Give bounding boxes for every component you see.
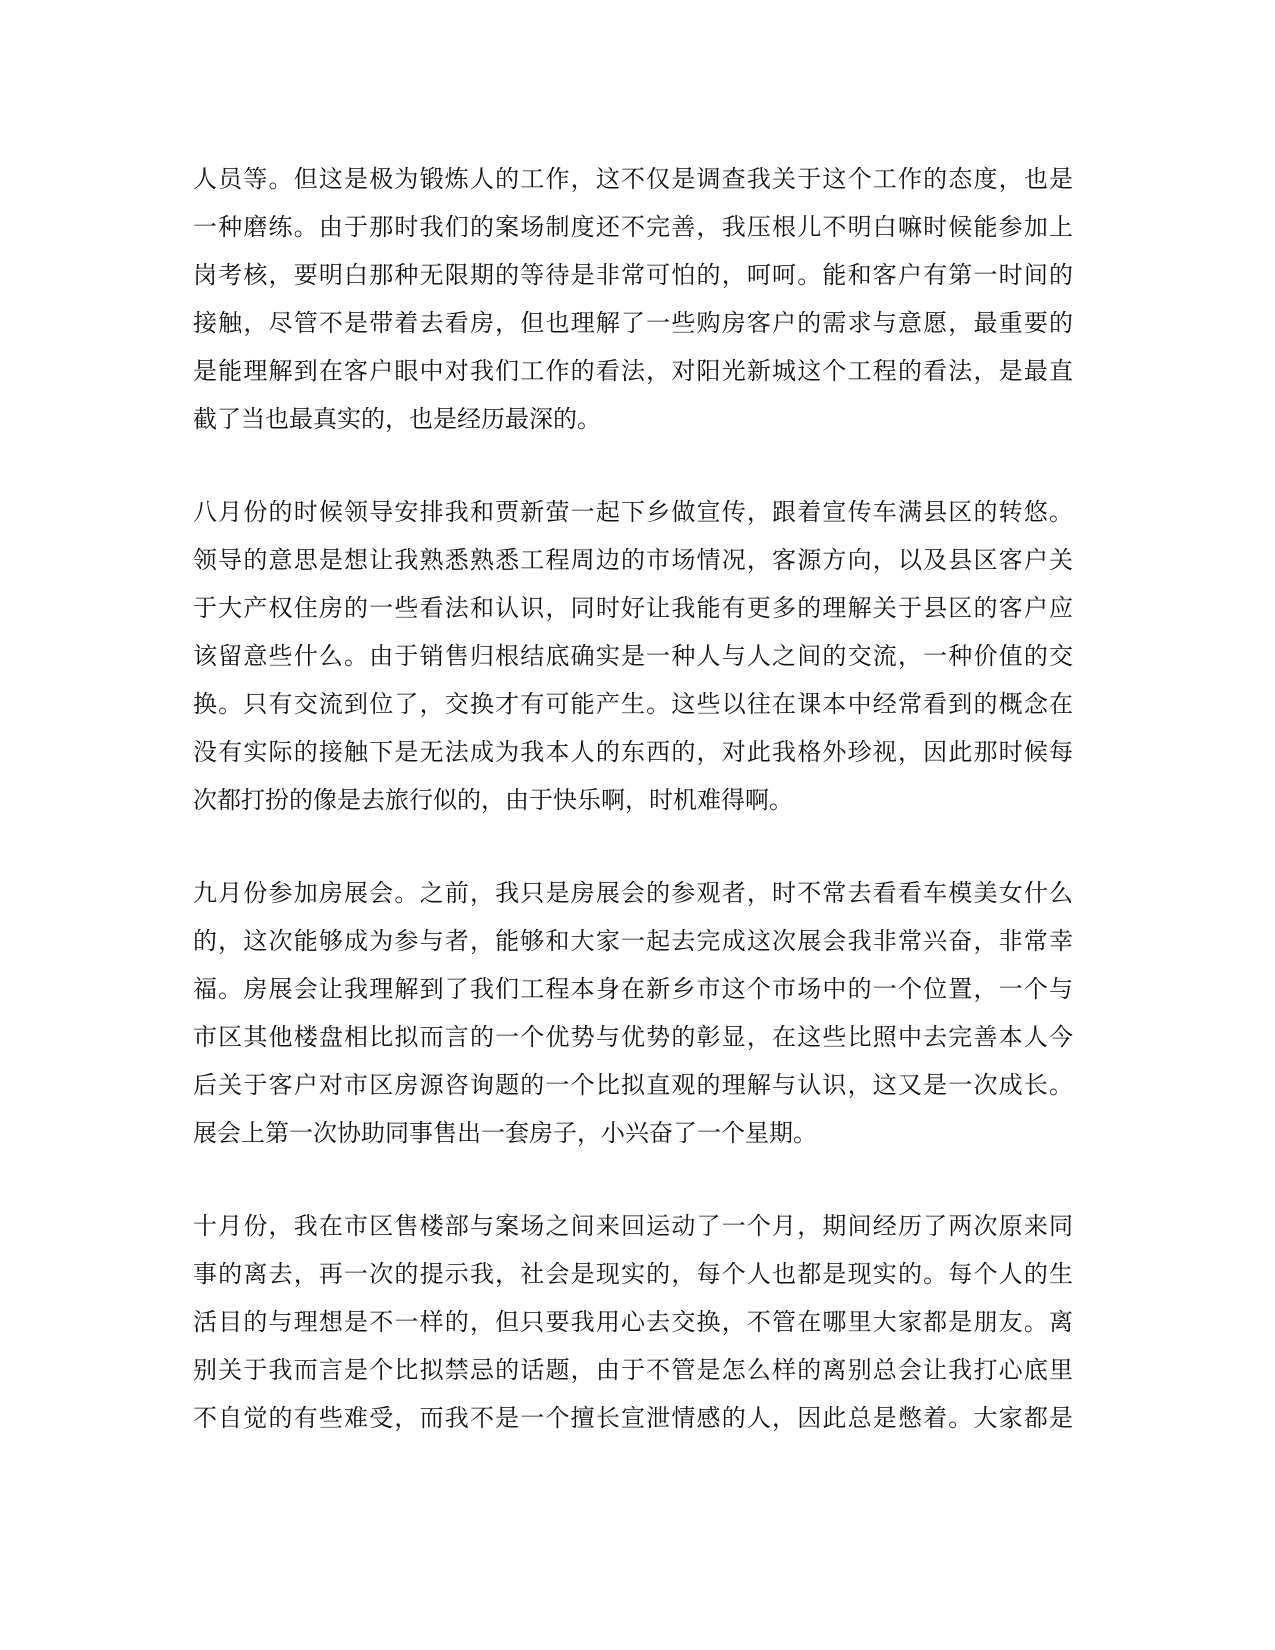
text-line: 人员等。但这是极为锻炼人的工作，这不仅是调查我关于这个工作的态度，也是 (193, 165, 1073, 193)
text-line: 次都打扮的像是去旅行似的，由于快乐啊，时机难得啊。 (193, 786, 793, 814)
text-line: 换。只有交流到位了，交换才有可能产生。这些以往在课本中经常看到的概念在 (193, 690, 1073, 718)
text-line: 不自觉的有些难受，而我不是一个擅长宣泄情感的人，因此总是憋着。大家都是 (193, 1404, 1073, 1432)
text-line: 福。房展会让我理解到了我们工程本身在新乡市这个市场中的一个位置，一个与 (193, 975, 1073, 1003)
text-line: 别关于我而言是个比拟禁忌的话题，由于不管是怎么样的离别总会让我打心底里 (193, 1356, 1073, 1384)
text-line: 八月份的时候领导安排我和贾新萤一起下乡做宣传，跟着宣传车满县区的转悠。 (193, 498, 1073, 526)
text-line: 后关于客户对市区房源咨询题的一个比拟直观的理解与认识，这又是一次成长。 (193, 1071, 1073, 1099)
text-line: 该留意些什么。由于销售归根结底确实是一种人与人之间的交流，一种价值的交 (193, 642, 1073, 670)
paragraph-2 (193, 488, 1073, 824)
text-line: 领导的意思是想让我熟悉熟悉工程周边的市场情况，客源方向，以及县区客户关 (193, 546, 1073, 574)
paragraph-1 (193, 155, 1073, 443)
text-line: 是能理解到在客户眼中对我们工作的看法，对阳光新城这个工程的看法，是最直 (193, 357, 1073, 385)
text-line: 展会上第一次协助同事售出一套房子，小兴奋了一个星期。 (193, 1119, 817, 1147)
text-line: 活目的与理想是不一样的，但只要我用心去交换，不管在哪里大家都是朋友。离 (193, 1308, 1073, 1336)
text-line: 的，这次能够成为参与者，能够和大家一起去完成这次展会我非常兴奋，非常幸 (193, 927, 1073, 955)
document-body (193, 155, 1073, 1487)
text-line: 市区其他楼盘相比拟而言的一个优势与优势的彰显，在这些比照中去完善本人今 (193, 1023, 1073, 1051)
text-line: 接触，尽管不是带着去看房，但也理解了一些购房客户的需求与意愿，最重要的 (193, 309, 1073, 337)
text-line: 十月份，我在市区售楼部与案场之间来回运动了一个月，期间经历了两次原来同 (193, 1212, 1073, 1240)
paragraph-3 (193, 869, 1073, 1157)
text-line: 截了当也最真实的，也是经历最深的。 (193, 405, 601, 433)
text-line: 于大产权住房的一些看法和认识，同时好让我能有更多的理解关于县区的客户应 (193, 594, 1073, 622)
text-line: 一种磨练。由于那时我们的案场制度还不完善，我压根儿不明白嘛时候能参加上 (193, 213, 1073, 241)
text-line: 事的离去，再一次的提示我，社会是现实的，每个人也都是现实的。每个人的生 (193, 1260, 1073, 1288)
text-line: 九月份参加房展会。之前，我只是房展会的参观者，时不常去看看车模美女什么 (193, 879, 1073, 907)
paragraph-4 (193, 1202, 1073, 1442)
text-line: 没有实际的接触下是无法成为我本人的东西的，对此我格外珍视，因此那时候每 (193, 738, 1073, 766)
text-line: 岗考核，要明白那种无限期的等待是非常可怕的，呵呵。能和客户有第一时间的 (193, 261, 1073, 289)
